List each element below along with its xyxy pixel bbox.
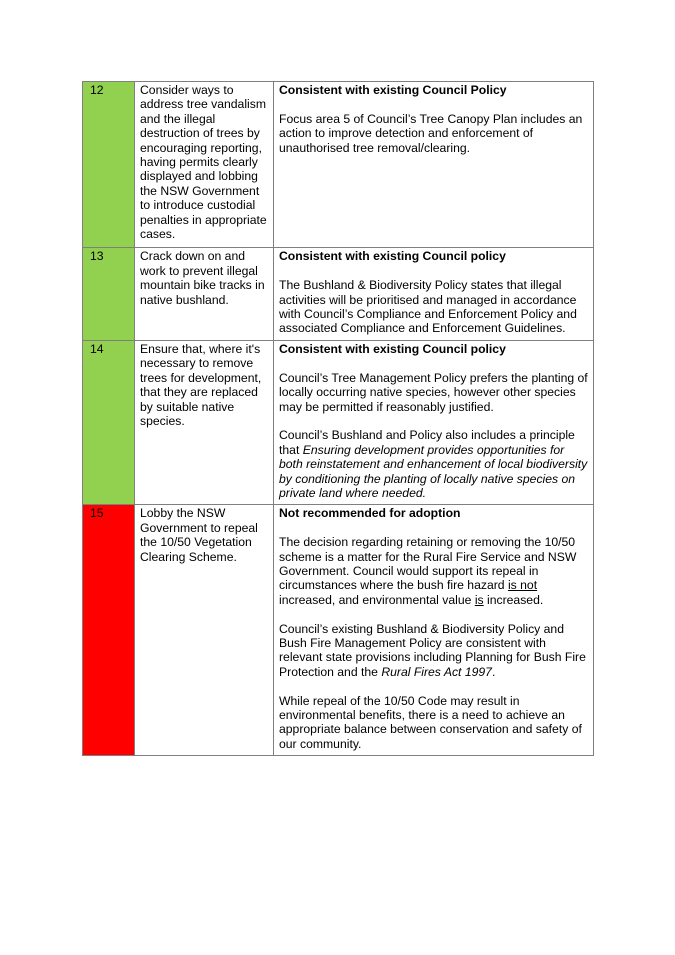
response-heading: Not recommended for adoption bbox=[279, 506, 461, 521]
recommendation-text: Ensure that, where it's necessary to remove trees for development, that they are replaced by suitable native species. bbox=[135, 340, 274, 504]
underlined-text: is not bbox=[507, 578, 538, 593]
response-cell bbox=[274, 82, 594, 248]
paragraph-italic-text: Ensuring development provides opportunities for both reinstatement and enhancement of local biodiversity by conditioning the planting of locally native species on private land where needed. bbox=[279, 442, 588, 500]
row-number: 14 bbox=[83, 340, 135, 504]
response-paragraph: Council’s Tree Management Policy prefers the planting of locally occurring native species, however other species may be permitted if reasonably justified. bbox=[279, 370, 588, 414]
paragraph-italic-text: Rural Fires Act 1997 bbox=[381, 664, 492, 679]
response-paragraph bbox=[279, 428, 588, 500]
recommendation-text: Lobby the NSW Government to repeal the 10/50 Vegetation Clearing Scheme. bbox=[135, 505, 274, 756]
recommendations-table bbox=[82, 81, 594, 756]
recommendation-text: Consider ways to address tree vandalism and the illegal destruction of trees by encouraging reporting, having permits clearly displayed and lobbing the NSW Government to introduce custodial penalties in appropriate cases. bbox=[135, 82, 274, 248]
response-heading: Consistent with existing Council policy bbox=[279, 249, 506, 264]
table-row bbox=[83, 505, 594, 756]
recommendation-text: Crack down on and work to prevent illegal mountain bike tracks in native bushland. bbox=[135, 248, 274, 340]
paragraph-text: Council’s Bushland and Policy also includes a principle that bbox=[279, 428, 575, 457]
paragraph-text: increased, and environmental value bbox=[279, 592, 475, 607]
underlined-text: is bbox=[474, 592, 484, 607]
response-paragraph bbox=[279, 535, 588, 607]
table-row bbox=[83, 340, 594, 504]
table-row bbox=[83, 248, 594, 340]
paragraph-text: increased. bbox=[483, 592, 544, 607]
paragraph-text: Council’s existing Bushland & Biodiversity Policy and Bush Fire Management Policy are consistent with relevant state provisions including Planning for Bush Fire Protection and the bbox=[279, 621, 586, 679]
response-cell bbox=[274, 505, 594, 756]
response-heading: Consistent with existing Council Policy bbox=[279, 83, 507, 97]
response-heading: Consistent with existing Council policy bbox=[279, 341, 506, 356]
table-row bbox=[83, 82, 594, 248]
paragraph-text: The decision regarding retaining or removing the 10/50 scheme is a matter for the Rural Fire Service and NSW Government. Council would support its repeal in circumstances where the bush fire hazard bbox=[279, 535, 577, 593]
response-paragraph: The Bushland & Biodiversity Policy states that illegal activities will be prioritised and managed in accordance with Council’s Compliance and Enforcement Policy and associated Compliance and Enforcement Guidelines. bbox=[279, 278, 577, 336]
response-paragraph: While repeal of the 10/50 Code may result in environmental benefits, there is a need to achieve an appropriate balance between conservation and safety of our community. bbox=[279, 693, 582, 751]
row-number: 12 bbox=[83, 82, 135, 248]
response-paragraph: Focus area 5 of Council’s Tree Canopy Plan includes an action to improve detection and enforcement of unauthorised tree removal/clearing. bbox=[279, 111, 583, 155]
response-cell bbox=[274, 248, 594, 340]
response-paragraph bbox=[279, 622, 588, 680]
paragraph-text: . bbox=[491, 664, 496, 679]
response-cell bbox=[274, 340, 594, 504]
row-number: 15 bbox=[83, 505, 135, 756]
row-number: 13 bbox=[83, 248, 135, 340]
